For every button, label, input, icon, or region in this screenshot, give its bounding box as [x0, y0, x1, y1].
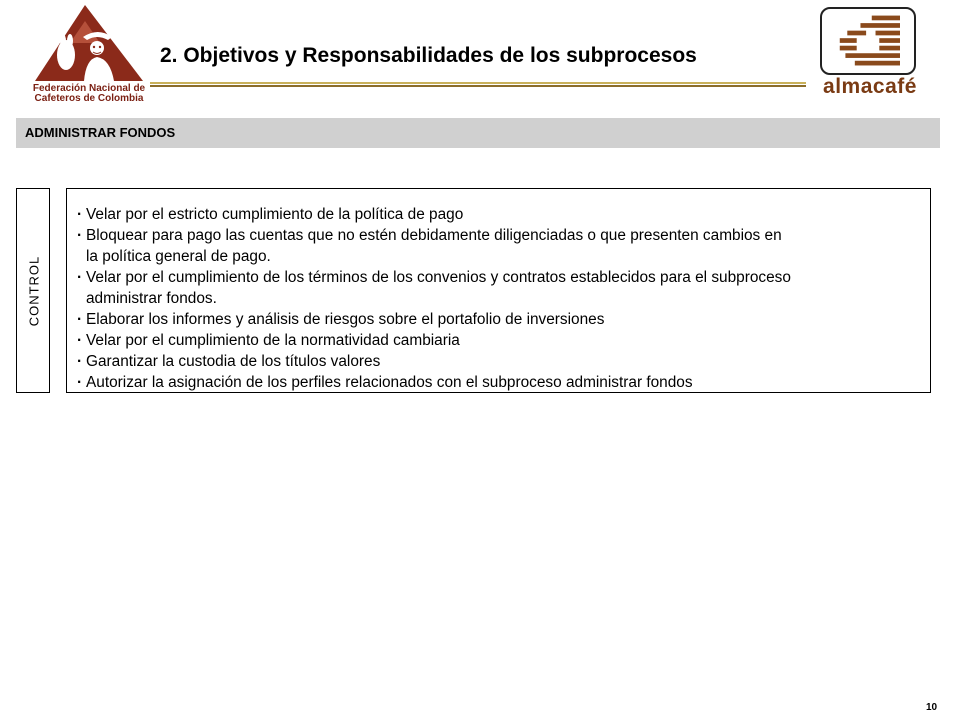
list-item: · Garantizar la custodia de los títulos valores [77, 351, 924, 372]
almacafe-wordmark: almacafé [823, 75, 917, 98]
almacafe-logo [818, 5, 922, 103]
list-item: · Velar por el estricto cumplimiento de la política de pago [77, 204, 924, 225]
control-label: CONTROL [26, 255, 42, 327]
section-title: ADMINISTRAR FONDOS [25, 125, 176, 140]
list-item: · Elaborar los informes y análisis de riesgos sobre el portafolio de inversiones [77, 309, 924, 330]
list-item: · Autorizar la asignación de los perfiles relacionados con el subproceso administrar fondos [77, 372, 924, 393]
section-header-bar [16, 118, 940, 148]
page-number: 10 [926, 702, 938, 713]
list-item: · Velar por el cumplimiento de la normatividad cambiaria [77, 330, 924, 351]
control-items-box [66, 188, 931, 393]
page-title: 2. Objetivos y Responsabilidades de los subprocesos [160, 44, 697, 67]
fnc-mountain-emblem-icon [30, 3, 148, 83]
fnc-name-line2: Cafeteros de Colombia [34, 93, 144, 104]
list-item: · Velar por el cumplimiento de los términos de los convenios y contratos establecidos para el subproceso administrar fondos. [77, 267, 924, 309]
list-item: · Bloquear para pago las cuentas que no estén debidamente diligenciadas o que presenten cambios en la política general de pago. [77, 225, 924, 267]
almacafe-emblem-icon [820, 7, 916, 75]
control-items-list [77, 204, 924, 393]
title-divider [150, 82, 806, 87]
fnc-logo [30, 3, 148, 103]
control-label-box [16, 188, 50, 393]
fnc-name-line1: Federación Nacional de [32, 83, 146, 94]
